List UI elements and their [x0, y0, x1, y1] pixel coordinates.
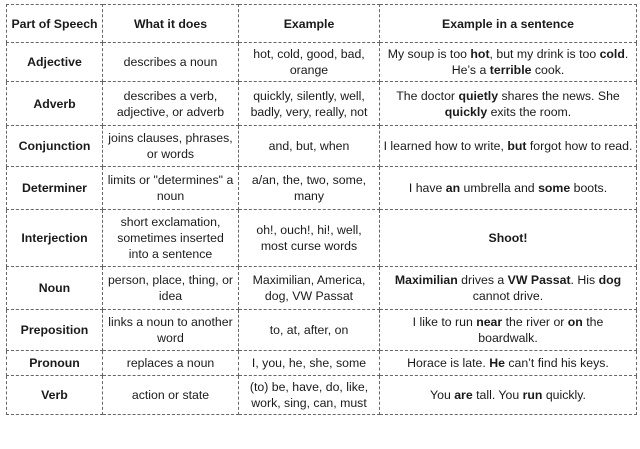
sentence-text: You	[430, 388, 455, 402]
cell-part-of-speech: Noun	[7, 267, 103, 310]
cell-what-it-does: links a noun to another word	[103, 310, 239, 351]
parts-of-speech-table	[6, 4, 637, 415]
cell-what-it-does: describes a noun	[103, 43, 239, 82]
sentence-emphasis: near	[476, 315, 503, 329]
parts-of-speech-table-container	[6, 4, 637, 415]
sentence-text: quickly.	[542, 388, 586, 402]
sentence-emphasis: are	[454, 388, 473, 402]
sentence-text: The doctor	[396, 88, 459, 103]
cell-part-of-speech: Interjection	[7, 210, 103, 267]
sentence-text: the river or	[502, 315, 568, 329]
cell-part-of-speech: Conjunction	[7, 126, 103, 167]
header-example: Example	[239, 5, 380, 43]
cell-example-sentence	[380, 376, 637, 415]
cell-example: and, but, when	[239, 126, 380, 167]
table-row	[7, 210, 637, 267]
cell-part-of-speech: Pronoun	[7, 351, 103, 376]
cell-part-of-speech: Adverb	[7, 82, 103, 126]
table-row	[7, 351, 637, 376]
sentence-text: I like to run	[412, 315, 477, 329]
sentence-text: . His	[570, 273, 599, 287]
sentence-text: drives a	[457, 273, 508, 287]
table-row	[7, 43, 637, 82]
table-row	[7, 310, 637, 351]
cell-example: Maximilian, America, dog, VW Passat	[239, 267, 380, 310]
sentence-emphasis: but	[507, 139, 527, 153]
cell-example-sentence	[380, 43, 637, 82]
cell-part-of-speech: Preposition	[7, 310, 103, 351]
sentence-emphasis: some	[538, 181, 571, 195]
cell-example-sentence	[380, 82, 637, 126]
sentence-text: boots.	[570, 181, 608, 195]
cell-example-sentence	[380, 267, 637, 310]
sentence-emphasis: terrible	[489, 63, 532, 77]
cell-example-sentence	[380, 210, 637, 267]
header-example-sentence: Example in a sentence	[380, 5, 637, 43]
sentence-emphasis: Shoot!	[488, 231, 528, 245]
cell-example-sentence	[380, 167, 637, 210]
table-row	[7, 126, 637, 167]
sentence-emphasis: an	[445, 181, 461, 195]
sentence-emphasis: He	[489, 356, 505, 370]
cell-example-sentence	[380, 126, 637, 167]
cell-part-of-speech: Verb	[7, 376, 103, 415]
cell-part-of-speech: Determiner	[7, 167, 103, 210]
sentence-emphasis: dog	[598, 273, 622, 287]
sentence-text: cook.	[531, 63, 565, 77]
sentence-emphasis: on	[567, 315, 583, 329]
sentence-text: tall. You	[472, 388, 523, 402]
sentence-emphasis: Maximilian	[394, 273, 458, 287]
sentence-text: the boardwalk.	[478, 315, 604, 345]
sentence-text: can’t find his keys.	[504, 356, 609, 370]
header-part-of-speech: Part of Speech	[7, 5, 103, 43]
cell-example: oh!, ouch!, hi!, well, most curse words	[239, 210, 380, 267]
sentence-emphasis: quickly	[444, 104, 488, 119]
cell-example-sentence	[380, 351, 637, 376]
cell-example: hot, cold, good, bad, orange	[239, 43, 380, 82]
sentence-emphasis: hot	[470, 47, 490, 61]
sentence-emphasis: run	[522, 388, 543, 402]
cell-part-of-speech: Adjective	[7, 43, 103, 82]
sentence-text: I have	[408, 181, 446, 195]
table-row	[7, 82, 637, 126]
header-what-it-does: What it does	[103, 5, 239, 43]
sentence-text: shares the news. She	[498, 88, 620, 103]
sentence-text: umbrella and	[460, 181, 539, 195]
cell-what-it-does: person, place, thing, or idea	[103, 267, 239, 310]
sentence-text: cannot drive.	[472, 289, 544, 303]
cell-example: to, at, after, on	[239, 310, 380, 351]
table-row	[7, 267, 637, 310]
cell-example: quickly, silently, well, badly, very, really, not	[239, 82, 380, 126]
cell-example-sentence	[380, 310, 637, 351]
sentence-text: exits the room.	[487, 104, 572, 119]
sentence-text: I learned how to write,	[383, 139, 508, 153]
sentence-emphasis: cold	[599, 47, 625, 61]
cell-what-it-does: describes a verb, adjective, or adverb	[103, 82, 239, 126]
sentence-text: Horace is late.	[407, 356, 490, 370]
sentence-text: forgot how to read.	[526, 139, 633, 153]
cell-example: a/an, the, two, some, many	[239, 167, 380, 210]
cell-what-it-does: joins clauses, phrases, or words	[103, 126, 239, 167]
sentence-text: My soup is too	[387, 47, 471, 61]
table-row	[7, 167, 637, 210]
sentence-emphasis: VW Passat	[507, 273, 571, 287]
cell-what-it-does: action or state	[103, 376, 239, 415]
table-row	[7, 376, 637, 415]
cell-what-it-does: limits or "determines" a noun	[103, 167, 239, 210]
table-body	[7, 43, 637, 415]
cell-example: (to) be, have, do, like, work, sing, can, must	[239, 376, 380, 415]
header-row	[7, 5, 637, 43]
cell-what-it-does: short exclamation, sometimes inserted into a sentence	[103, 210, 239, 267]
cell-what-it-does: replaces a noun	[103, 351, 239, 376]
sentence-text: . He’s a	[451, 47, 629, 77]
cell-example: I, you, he, she, some	[239, 351, 380, 376]
sentence-emphasis: quietly	[458, 88, 499, 103]
sentence-text: , but my drink is too	[489, 47, 600, 61]
